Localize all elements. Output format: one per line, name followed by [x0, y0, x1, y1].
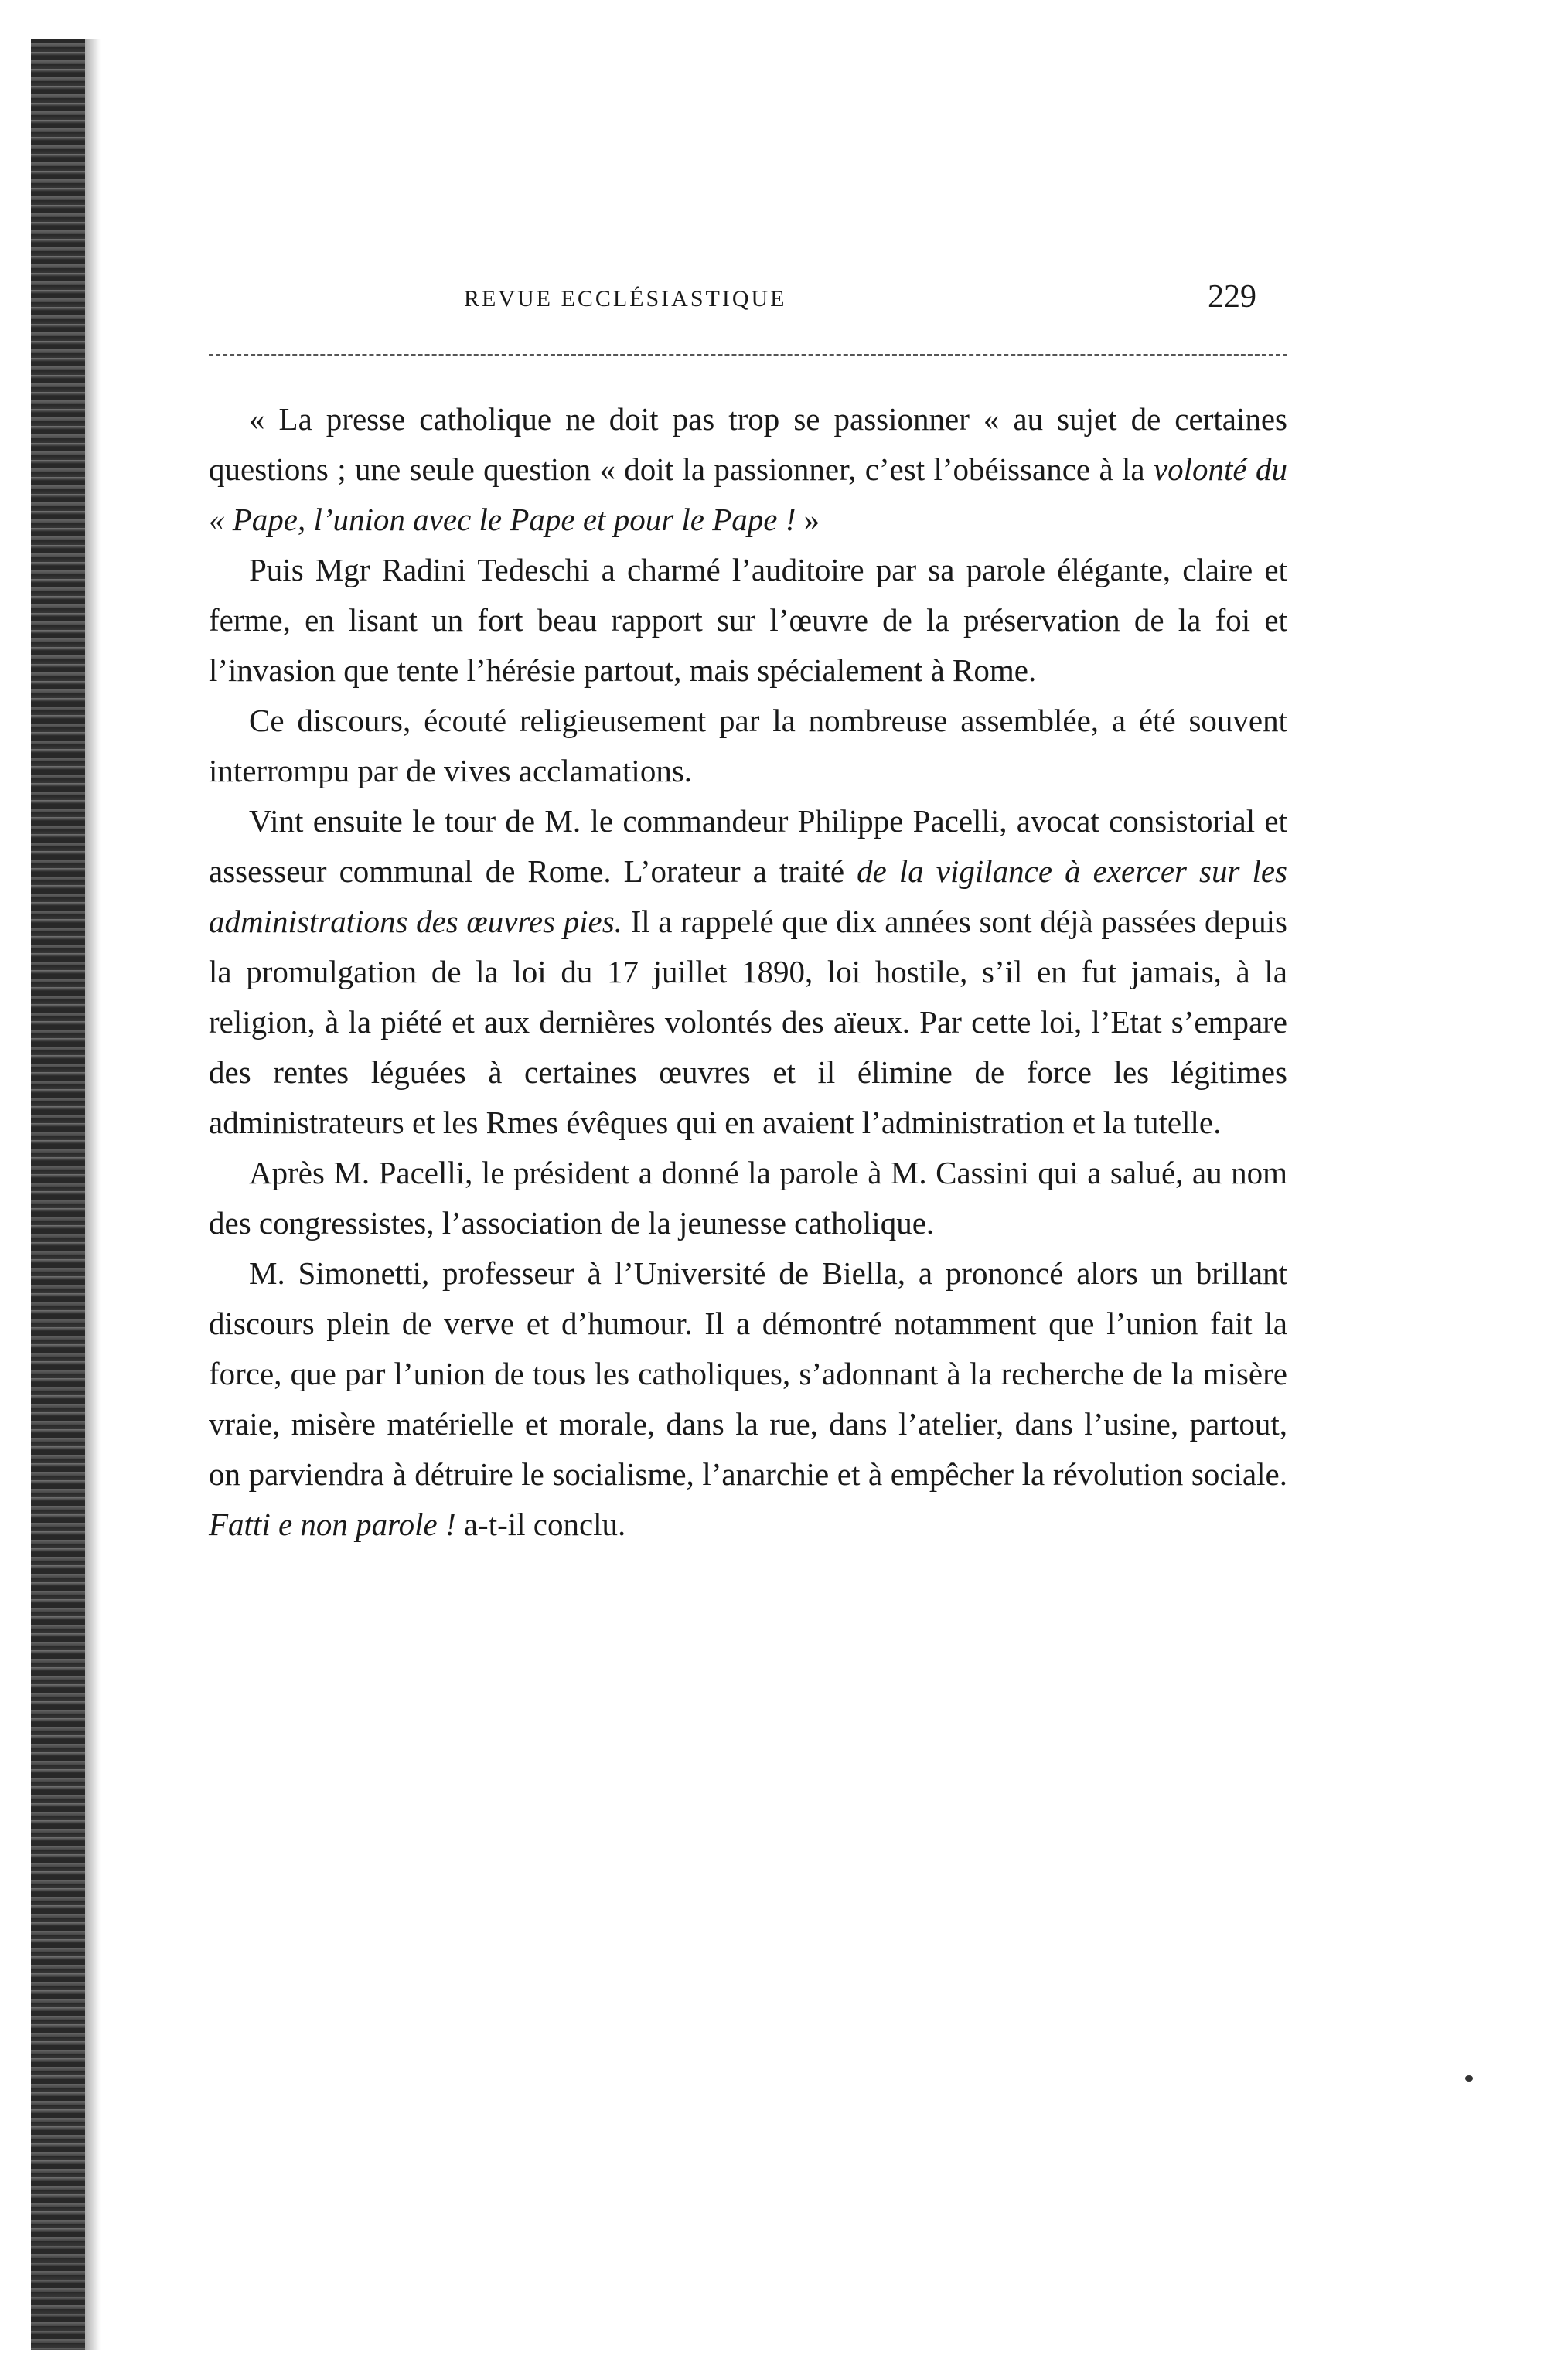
text-run: Après M. Pacelli, le président a donné la parole à M. Cassini qui a salué, au nom des congressistes, l’association de la jeunesse catholique. [209, 1155, 1287, 1241]
paragraph [209, 545, 1287, 696]
paragraph [209, 696, 1287, 796]
paragraph [209, 1248, 1287, 1550]
text-run: Vint ensuite le tour de M. le commandeur Philippe Pacelli, avocat consistorial et assesseur communal de Rome. L’orateur a traité [209, 803, 1287, 889]
text-run: Ce discours, écouté religieusement par la nombreuse assemblée, a été souvent interrompu par de vives acclamations. [209, 703, 1287, 788]
book-page [209, 263, 1287, 1542]
italic-run: Fatti e non parole ! [209, 1507, 456, 1542]
text-run: Puis Mgr Radini Tedeschi a charmé l’auditoire par sa parole élégante, claire et ferme, en lisant un fort beau rapport sur l’œuvre de la préservation de la foi et l’invasion que tente l’hérésie partout, mais spécialement à Rome. [209, 552, 1287, 688]
text-run: M. Simonetti, professeur à l’Université de Biella, a prononcé alors un brillant discours plein de verve et d’humour. Il a démontré notamment que l’union fait la force, que par l’union de tous les catholiques, s’adonnant à la recherche de la misère vraie, misère matérielle et morale, dans la rue, dans l’atelier, dans l’usine, partout, on parviendra à détruire le socialisme, l’anarchie et à empêcher la révolution sociale. [209, 1255, 1287, 1492]
italic-run: de la vigilance à exercer sur les administrations des œuvres pies. [209, 853, 1287, 939]
text-run: a-t-il conclu. [455, 1507, 626, 1542]
text-run: « La presse catholique ne doit pas trop se passionner « au sujet de certaines questions ; une seule question « doit la passionner, c’est l’obéissance à la [209, 401, 1287, 487]
body-text [209, 394, 1287, 1550]
page-number: 229 [1208, 279, 1256, 315]
paragraph [209, 1148, 1287, 1248]
header-rule [209, 354, 1287, 356]
text-run: Il a rappelé que dix années sont déjà passées depuis la promulgation de la loi du 17 juillet 1890, loi hostile, s’il en fut jamais, à la religion, à la piété et aux dernières volontés des aïeux. Par cette loi, l’Etat s’empare des rentes léguées à certaines œuvres et il élimine de force les légitimes administrateurs et les Rmes évêques qui en avaient l’administration et la tutelle. [209, 904, 1287, 1140]
italic-run: volonté du « Pape, l’union avec le Pape et pour le Pape ! [209, 451, 1287, 537]
paragraph [209, 394, 1287, 545]
text-run: » [796, 502, 820, 537]
scan-binding-edge [31, 39, 85, 2350]
stray-ink-mark [1465, 2075, 1473, 2082]
running-title: REVUE ECCLÉSIASTIQUE [464, 286, 787, 312]
paragraph [209, 796, 1287, 1148]
running-header [209, 263, 1287, 325]
